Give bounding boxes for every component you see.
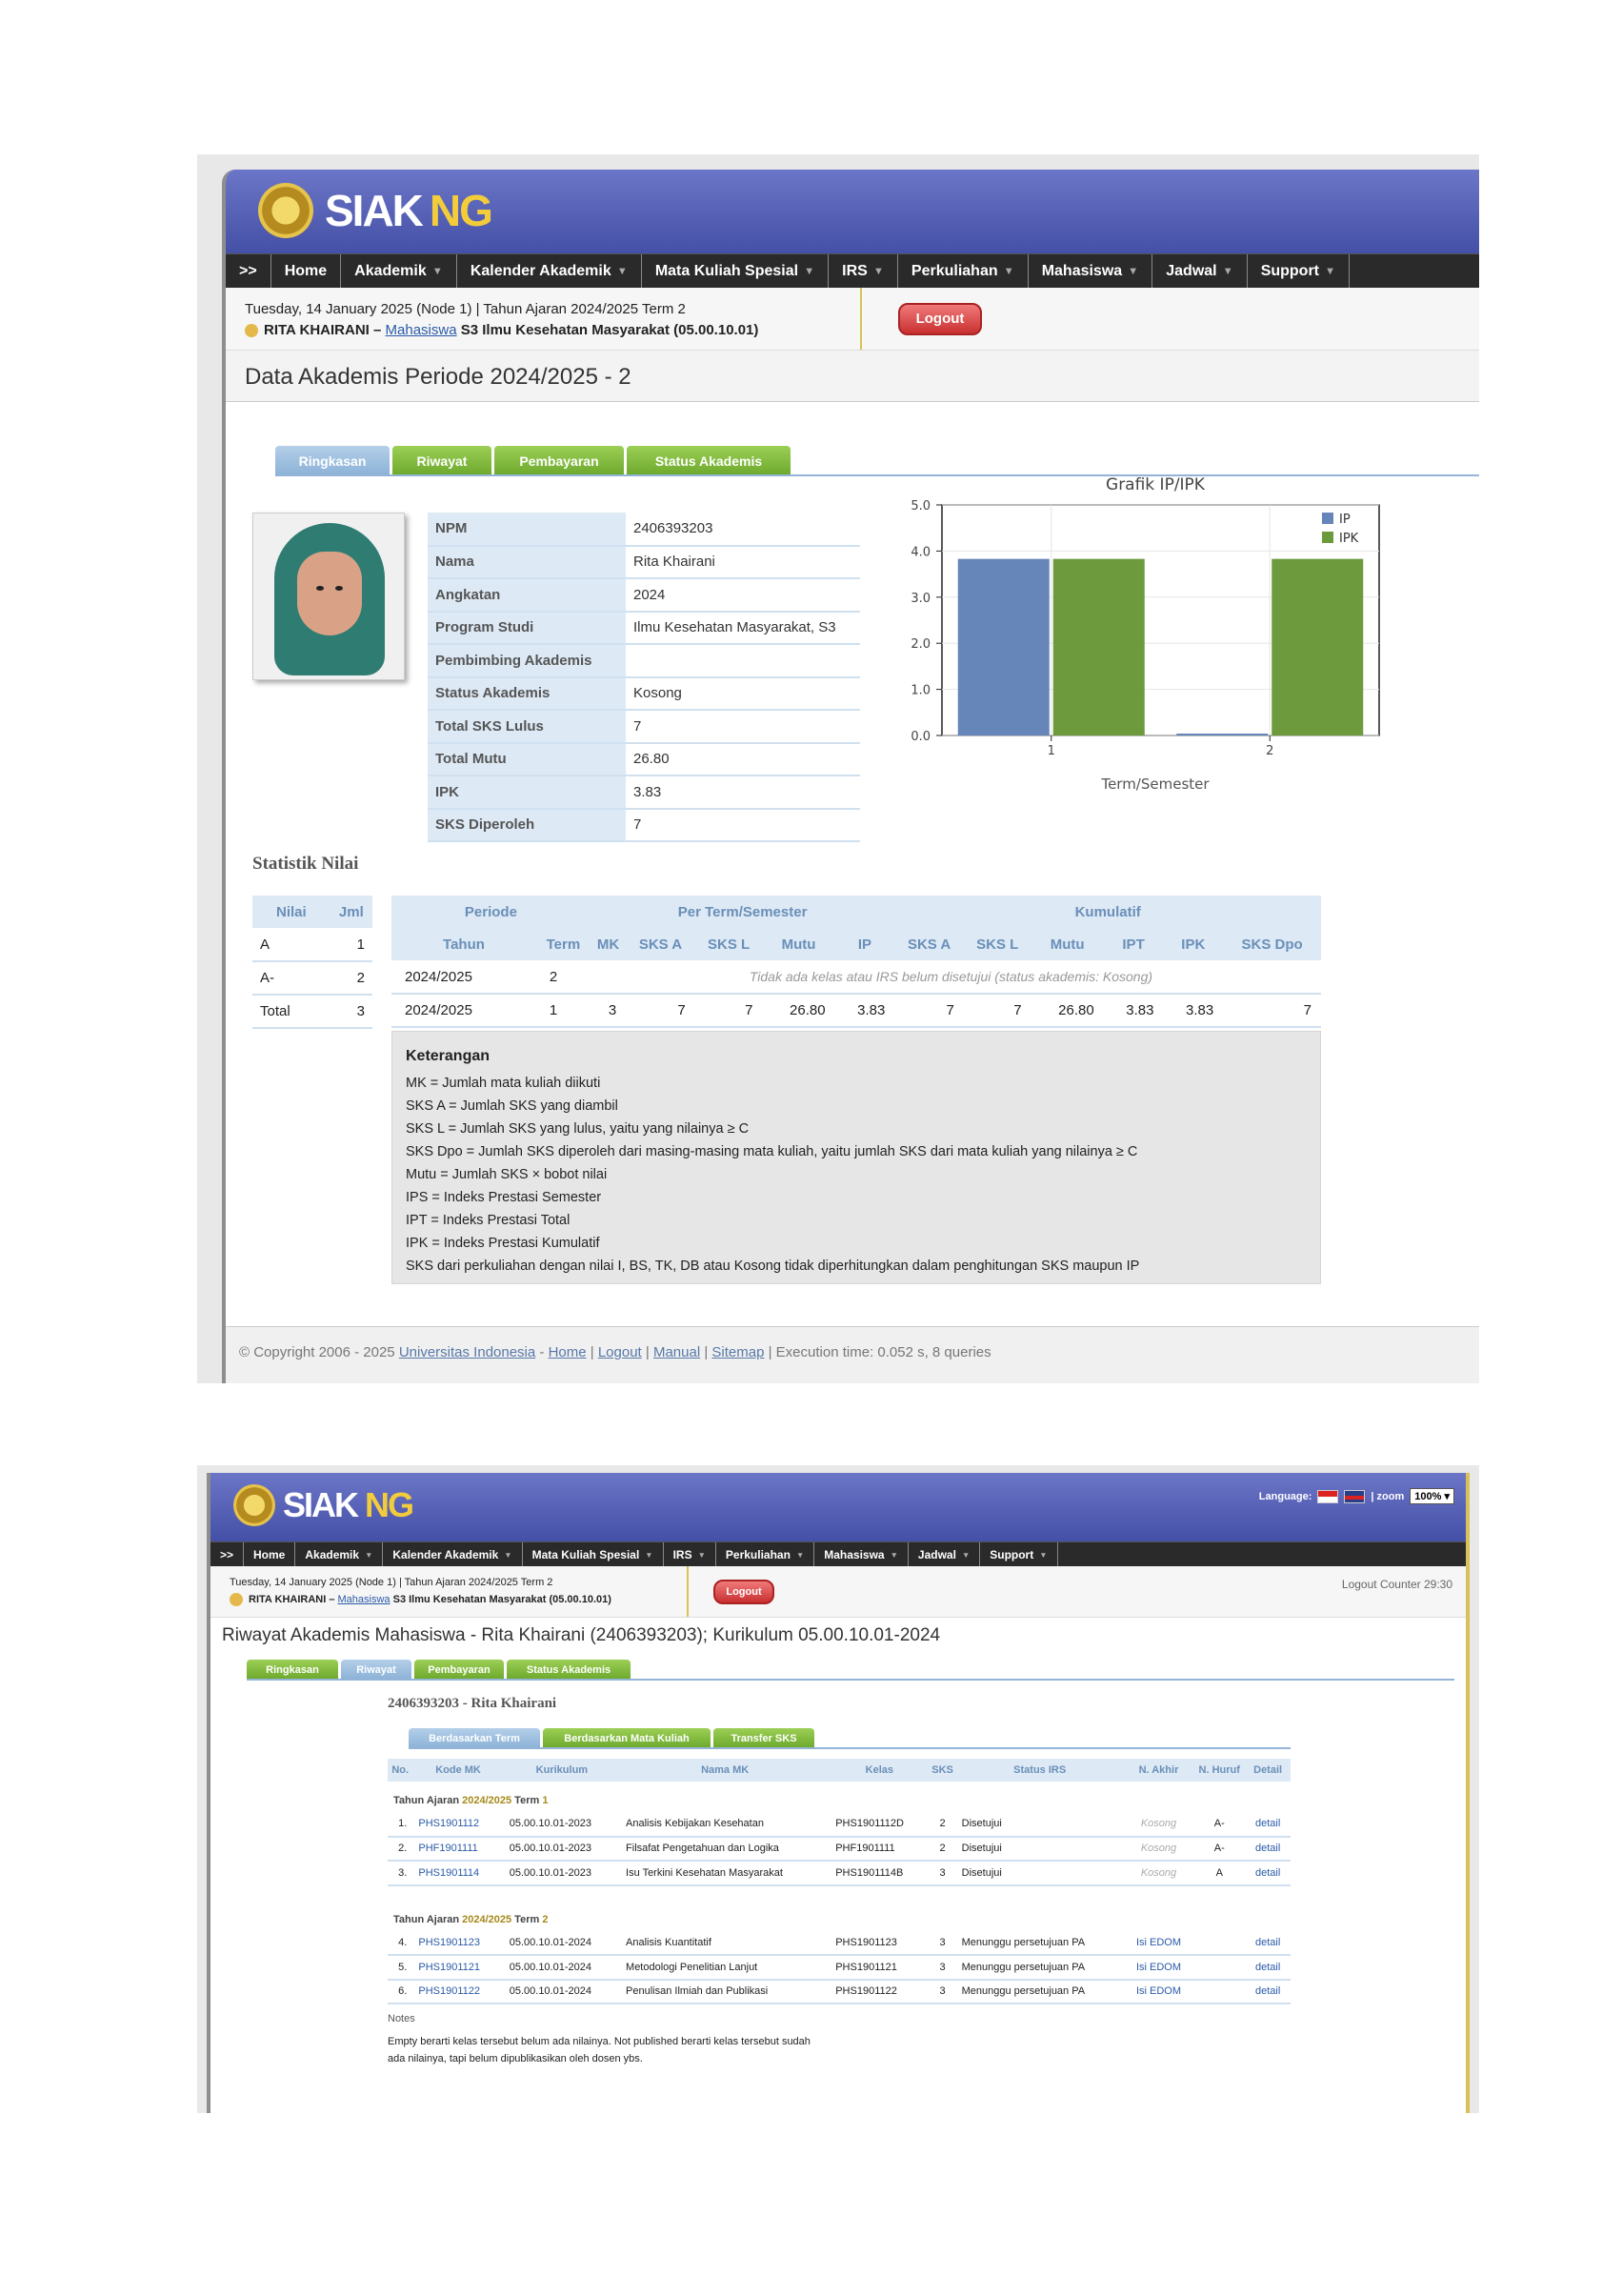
group-periode: Periode — [391, 896, 591, 928]
empty-message: Tidak ada kelas atau IRS belum disetujui (status akademis: Kosong) — [591, 960, 1321, 994]
bar-ip-2 — [1176, 734, 1268, 735]
x-tick-label: 2 — [1266, 744, 1274, 758]
profile-label: Status Akademis — [428, 677, 626, 711]
link-home[interactable]: Home — [548, 1344, 587, 1360]
x-tick-label: 1 — [1047, 744, 1055, 758]
siak-logo[interactable]: SIAK NG — [258, 183, 491, 238]
table-row: 2024/2025 2 Tidak ada kelas atau IRS belum disetujui (status akademis: Kosong) — [391, 960, 1321, 994]
final-grade: Kosong — [1124, 1837, 1194, 1862]
course-code-link[interactable]: PHS1901112 — [412, 1812, 503, 1837]
detail-link[interactable]: detail — [1245, 1955, 1291, 1980]
menu-toggle[interactable]: >> — [226, 254, 271, 288]
menu-home[interactable]: Home — [244, 1542, 295, 1566]
term-heading: Tahun Ajaran 2024/2025 Term 1 — [393, 1795, 549, 1806]
siak-logo[interactable]: SIAK NG — [233, 1484, 412, 1526]
course-code-link[interactable]: PHS1901122 — [412, 1980, 503, 2004]
keterangan-item: IPT = Indeks Prestasi Total — [406, 1213, 571, 1228]
ui-seal-icon — [258, 183, 313, 238]
course-row: 6. PHS1901122 05.00.10.01-2024 Penulisan Ilmiah dan Publikasi PHS1901122 3 Menunggu persetujuan PA Isi EDOM detail — [388, 1980, 1291, 2004]
profile-row — [428, 809, 860, 842]
stat-col-header: IPK — [1163, 928, 1223, 960]
menu-akademik[interactable]: Akademik ▼ — [295, 1542, 383, 1566]
detail-link[interactable]: detail — [1245, 1980, 1291, 2004]
tab-ringkasan[interactable]: Ringkasan — [247, 1660, 338, 1679]
riwayat-col-header: SKS — [929, 1759, 955, 1782]
profile-table — [428, 513, 860, 842]
menu-akademik[interactable]: Akademik ▼ — [341, 254, 457, 288]
chevron-down-icon: ▼ — [365, 1549, 373, 1560]
flag-uk-icon[interactable] — [1344, 1490, 1365, 1503]
y-tick-label: 3.0 — [911, 591, 931, 606]
statistik-table — [391, 896, 1321, 1028]
session-date: Tuesday, 14 January 2025 (Node 1) | Tahun Ajaran 2024/2025 Term 2 — [245, 301, 686, 317]
profile-value: Rita Khairani — [626, 546, 860, 579]
menu-mahasiswa[interactable]: Mahasiswa ▼ — [1029, 254, 1153, 288]
user-icon — [245, 324, 258, 337]
bar-ipk-2 — [1272, 559, 1363, 735]
browser-window — [222, 170, 1479, 1383]
riwayat-col-header: Nama MK — [620, 1759, 830, 1782]
chart-svg — [870, 469, 1403, 812]
stat-col-header: IP — [835, 928, 895, 960]
menu-irs[interactable]: IRS ▼ — [664, 1542, 716, 1566]
language-bar: Language: | zoom 100% ▾ — [1259, 1488, 1454, 1504]
keterangan-box — [391, 1031, 1321, 1284]
tab-berdasarkan-mata-kuliah[interactable]: Berdasarkan Mata Kuliah — [543, 1728, 711, 1747]
chevron-down-icon: ▼ — [795, 1549, 805, 1560]
main-menu — [226, 253, 1479, 288]
tab-pembayaran[interactable]: Pembayaran — [414, 1660, 504, 1679]
stat-col-header: MK — [591, 928, 626, 960]
profile-row — [428, 612, 860, 645]
profile-label: Pembimbing Akademis — [428, 644, 626, 677]
chevron-down-icon: ▼ — [1325, 265, 1336, 277]
chevron-down-icon: ▼ — [872, 265, 884, 277]
footer: © Copyright 2006 - 2025 Universitas Indonesia - Home | Logout | Manual | Sitemap | Execution time: 0.052 s, 8 queries — [226, 1326, 1479, 1383]
chevron-down-icon: ▼ — [1039, 1549, 1048, 1560]
grade-table — [252, 896, 372, 1029]
profile-label: Program Studi — [428, 612, 626, 645]
keterangan-item: SKS dari perkuliahan dengan nilai I, BS, TK, DB atau Kosong tidak diperhitungkan dalam penghitungan SKS maupun IP — [406, 1259, 1140, 1274]
profile-label: IPK — [428, 775, 626, 809]
tab-berdasarkan-term[interactable]: Berdasarkan Term — [409, 1728, 540, 1747]
riwayat-col-header: Status IRS — [956, 1759, 1124, 1782]
chart-xlabel: Term/Semester — [1101, 775, 1210, 793]
course-row: 4. PHS1901123 05.00.10.01-2024 Analisis Kuantitatif PHS1901123 3 Menunggu persetujuan PA Isi EDOM detail — [388, 1931, 1291, 1956]
stat-col-header: SKS Dpo — [1223, 928, 1321, 960]
keterangan-item: IPS = Indeks Prestasi Semester — [406, 1190, 602, 1205]
riwayat-col-header: Kelas — [830, 1759, 929, 1782]
link-logout[interactable]: Logout — [597, 1344, 642, 1360]
y-tick-label: 2.0 — [911, 637, 931, 653]
table-row: A 1 — [252, 928, 372, 961]
menu-jadwal[interactable]: Jadwal ▼ — [909, 1542, 980, 1566]
session-info — [226, 288, 1479, 351]
profile-label: NPM — [428, 513, 626, 546]
course-code-link[interactable]: PHF1901111 — [412, 1837, 503, 1862]
chevron-down-icon: ▼ — [961, 1549, 971, 1560]
keterangan-item: Mutu = Jumlah SKS × bobot nilai — [406, 1167, 608, 1182]
detail-link[interactable]: detail — [1245, 1837, 1291, 1862]
menu-perkuliahan[interactable]: Perkuliahan ▼ — [716, 1542, 814, 1566]
profile-row — [428, 710, 860, 743]
course-row: 2. PHF1901111 05.00.10.01-2023 Filsafat Pengetahuan dan Logika PHF1901111 2 Disetujui Kosong A- detail — [388, 1837, 1291, 1862]
menu-support[interactable]: Support ▼ — [980, 1542, 1057, 1566]
legend-swatch — [1322, 532, 1333, 543]
role-link[interactable]: Mahasiswa — [385, 322, 457, 338]
user-line: RITA KHAIRANI – Mahasiswa S3 Ilmu Kesehatan Masyarakat (05.00.10.01) — [245, 320, 758, 341]
page-title: Data Akademis Periode 2024/2025 - 2 — [226, 351, 1479, 402]
stat-col-header: SKS L — [964, 928, 1031, 960]
logout-button[interactable]: Logout — [898, 303, 982, 335]
profile-label: SKS Diperoleh — [428, 809, 626, 842]
legend-swatch — [1322, 513, 1333, 524]
course-code-link[interactable]: PHS1901121 — [412, 1955, 503, 1980]
profile-value — [626, 644, 860, 677]
menu-support[interactable]: Support ▼ — [1248, 254, 1350, 288]
chevron-down-icon: ▼ — [804, 265, 815, 277]
menu-kalender-akademik[interactable]: Kalender Akademik ▼ — [383, 1542, 522, 1566]
tab-pembayaran[interactable]: Pembayaran — [494, 446, 624, 474]
menu-toggle[interactable]: >> — [210, 1542, 244, 1566]
isi-edom-link[interactable]: Isi EDOM — [1124, 1931, 1194, 1956]
riwayat-subtabs — [409, 1728, 1291, 1749]
profile-label: Nama — [428, 546, 626, 579]
stat-col-header: Mutu — [1031, 928, 1104, 960]
menu-jadwal[interactable]: Jadwal ▼ — [1152, 254, 1247, 288]
keterangan-item: SKS A = Jumlah SKS yang diambil — [406, 1098, 618, 1114]
course-code-link[interactable]: PHS1901123 — [412, 1931, 503, 1956]
y-tick-label: 0.0 — [911, 730, 931, 744]
legend-label: IPK — [1339, 532, 1359, 546]
keterangan-title: Keterangan — [406, 1048, 491, 1064]
statistik-title: Statistik Nilai — [252, 854, 359, 874]
isi-edom-link[interactable]: Isi EDOM — [1124, 1955, 1194, 1980]
col-nilai: Nilai — [252, 896, 330, 928]
divider — [860, 288, 862, 350]
menu-perkuliahan[interactable]: Perkuliahan ▼ — [898, 254, 1029, 288]
stat-col-header: Tahun — [391, 928, 536, 960]
detail-link[interactable]: detail — [1245, 1931, 1291, 1956]
menu-home[interactable]: Home — [271, 254, 341, 288]
detail-link[interactable]: detail — [1245, 1861, 1291, 1885]
notes-text: Empty berarti kelas tersebut belum ada nilainya. Not published berarti kelas tersebut sudah ada nilainya, tapi belum dipublikasikan oleh dosen ybs. — [388, 2036, 811, 2064]
stat-col-header: Term — [536, 928, 591, 960]
riwayat-col-header: Kode MK — [412, 1759, 503, 1782]
chevron-down-icon: ▼ — [697, 1549, 706, 1560]
riwayat-col-header: Detail — [1245, 1759, 1291, 1782]
profile-row — [428, 513, 860, 546]
profile-value: 26.80 — [626, 743, 860, 776]
course-row: 1. PHS1901112 05.00.10.01-2023 Analisis Kebijakan Kesehatan PHS1901112D 2 Disetujui Kosong A- detail — [388, 1812, 1291, 1837]
stat-col-header: Mutu — [762, 928, 834, 960]
role-link[interactable]: Mahasiswa — [337, 1594, 390, 1605]
course-row: 5. PHS1901121 05.00.10.01-2024 Metodologi Penelitian Lanjut PHS1901121 3 Menunggu persetujuan PA Isi EDOM detail — [388, 1955, 1291, 1980]
chevron-down-icon: ▼ — [1222, 265, 1233, 277]
profile-row — [428, 644, 860, 677]
course-code-link[interactable]: PHS1901114 — [412, 1861, 503, 1885]
profile-row — [428, 677, 860, 711]
course-row: 3. PHS1901114 05.00.10.01-2023 Isu Terkini Kesehatan Masyarakat PHS1901114B 3 Disetujui Kosong A detail — [388, 1861, 1291, 1885]
chevron-down-icon: ▼ — [616, 265, 628, 277]
chevron-down-icon: ▼ — [645, 1549, 653, 1560]
keterangan-item: IPK = Indeks Prestasi Kumulatif — [406, 1236, 600, 1251]
menu-mata-kuliah-spesial[interactable]: Mata Kuliah Spesial ▼ — [642, 254, 829, 288]
table-row: Total 3 — [252, 995, 372, 1028]
term-heading: Tahun Ajaran 2024/2025 Term 2 — [393, 1913, 549, 1925]
divider — [687, 1566, 689, 1617]
profile-row — [428, 743, 860, 776]
detail-link[interactable]: detail — [1245, 1812, 1291, 1837]
profile-row — [428, 775, 860, 809]
chart-title: Grafik IP/IPK — [1106, 475, 1205, 494]
ui-seal-icon — [233, 1484, 275, 1526]
logout-button[interactable]: Logout — [713, 1580, 774, 1604]
tab-transfer-sks[interactable]: Transfer SKS — [713, 1728, 814, 1747]
bar-ipk-1 — [1053, 559, 1145, 735]
screenshot-riwayat — [197, 1465, 1479, 2113]
logout-counter: Logout Counter 29:30 — [1341, 1578, 1452, 1591]
main-menu — [210, 1541, 1466, 1566]
y-tick-label: 1.0 — [911, 683, 931, 698]
final-grade: Kosong — [1124, 1861, 1194, 1885]
profile-row — [428, 578, 860, 612]
profile-value: Ilmu Kesehatan Masyarakat, S3 — [626, 612, 860, 645]
table-row: 2024/2025 1 3 7 7 26.80 3.83 7 7 26.80 3.83 3.83 7 — [391, 994, 1321, 1027]
table-row: A- 2 — [252, 961, 372, 995]
profile-value: 3.83 — [626, 775, 860, 809]
riwayat-col-header: N. Huruf — [1193, 1759, 1245, 1782]
chevron-down-icon: ▼ — [1003, 265, 1014, 277]
profile-value: 7 — [626, 710, 860, 743]
tab-riwayat[interactable]: Riwayat — [341, 1660, 411, 1679]
riwayat-col-header: Kurikulum — [504, 1759, 620, 1782]
profile-value: 7 — [626, 809, 860, 842]
isi-edom-link[interactable]: Isi EDOM — [1124, 1980, 1194, 2004]
browser-window — [207, 1473, 1470, 2113]
session-info — [210, 1566, 1466, 1618]
student-heading: 2406393203 - Rita Khairani — [388, 1696, 557, 1711]
stat-col-header: SKS L — [695, 928, 763, 960]
screenshot-ringkasan — [197, 154, 1479, 1383]
profile-value: Kosong — [626, 677, 860, 711]
chevron-down-icon: ▼ — [890, 1549, 898, 1560]
stat-col-header: IPT — [1104, 928, 1164, 960]
keterangan-item: SKS Dpo = Jumlah SKS diperoleh dari masing-masing mata kuliah, yaitu jumlah SKS dari mata kuliah yang nilainya ≥ C — [406, 1144, 1138, 1159]
zoom-select[interactable]: 100% ▾ — [1410, 1488, 1454, 1504]
tab-status-akademis[interactable]: Status Akademis — [627, 446, 791, 474]
chevron-down-icon: ▼ — [504, 1549, 512, 1560]
riwayat-col-header: No. — [388, 1759, 412, 1782]
chevron-down-icon: ▼ — [431, 265, 443, 277]
menu-mahasiswa[interactable]: Mahasiswa ▼ — [814, 1542, 909, 1566]
riwayat-col-header: N. Akhir — [1124, 1759, 1194, 1782]
link-universitas[interactable]: Universitas Indonesia — [398, 1344, 536, 1360]
keterangan-item: SKS L = Jumlah SKS yang lulus, yaitu yang nilainya ≥ C — [406, 1121, 750, 1137]
section-tabs — [247, 1660, 1454, 1681]
riwayat-table — [388, 1759, 1291, 2004]
col-jml: Jml — [330, 896, 372, 928]
y-tick-label: 4.0 — [911, 545, 931, 560]
group-per-term: Per Term/Semester — [591, 896, 894, 928]
chevron-down-icon: ▼ — [1128, 265, 1139, 277]
page-title: Riwayat Akademis Mahasiswa - Rita Khairani (2406393203); Kurikulum 05.00.10.01-2024 — [222, 1625, 941, 1645]
link-sitemap[interactable]: Sitemap — [711, 1344, 765, 1360]
user-icon — [230, 1593, 243, 1606]
notes — [388, 2010, 826, 2067]
session-date: Tuesday, 14 January 2025 (Node 1) | Tahun Ajaran 2024/2025 Term 2 — [230, 1577, 553, 1588]
notes-title: Notes — [388, 2013, 415, 2024]
group-kumulatif: Kumulatif — [894, 896, 1321, 928]
flag-indonesia-icon[interactable] — [1317, 1490, 1338, 1503]
link-manual[interactable]: Manual — [652, 1344, 701, 1360]
menu-mata-kuliah-spesial[interactable]: Mata Kuliah Spesial ▼ — [523, 1542, 664, 1566]
legend-label: IP — [1339, 513, 1351, 527]
profile-label: Angkatan — [428, 578, 626, 612]
final-grade: Kosong — [1124, 1812, 1194, 1837]
tab-riwayat[interactable]: Riwayat — [392, 446, 491, 474]
ip-ipk-chart — [870, 469, 1403, 812]
profile-value: 2406393203 — [626, 513, 860, 546]
header-banner — [226, 170, 1479, 253]
student-photo — [252, 513, 405, 680]
keterangan-item: MK = Jumlah mata kuliah diikuti — [406, 1076, 601, 1091]
tab-status-akademis[interactable]: Status Akademis — [507, 1660, 631, 1679]
bar-ip-1 — [958, 559, 1050, 735]
tab-ringkasan[interactable]: Ringkasan — [275, 446, 390, 474]
stat-col-header: SKS A — [626, 928, 695, 960]
menu-kalender-akademik[interactable]: Kalender Akademik ▼ — [457, 254, 642, 288]
stat-col-header: SKS A — [894, 928, 964, 960]
profile-row — [428, 546, 860, 579]
header-banner — [210, 1473, 1466, 1541]
profile-label: Total SKS Lulus — [428, 710, 626, 743]
y-tick-label: 5.0 — [911, 499, 931, 514]
menu-irs[interactable]: IRS ▼ — [829, 254, 898, 288]
user-line: RITA KHAIRANI – Mahasiswa S3 Ilmu Kesehatan Masyarakat (05.00.10.01) — [230, 1591, 611, 1608]
profile-value: 2024 — [626, 578, 860, 612]
profile-label: Total Mutu — [428, 743, 626, 776]
